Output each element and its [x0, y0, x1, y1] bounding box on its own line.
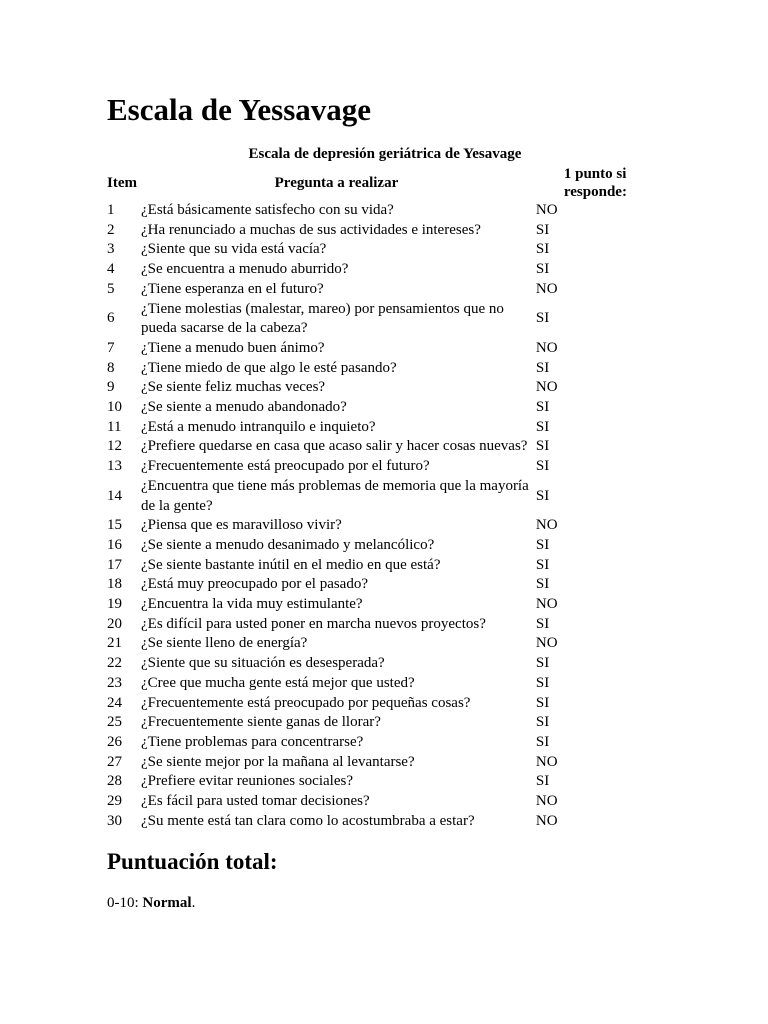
- answer-value: SI: [535, 438, 550, 455]
- table-row: [105, 713, 665, 733]
- answer-value: SI: [535, 576, 550, 593]
- question-text: ¿Tiene molestias (malestar, mareo) por pensamientos que no pueda sacarse de la cabeza?: [141, 300, 504, 337]
- table-row: [105, 654, 665, 674]
- question-text: ¿Está a menudo intranquilo e inquieto?: [141, 418, 376, 435]
- item-number: 13: [107, 458, 122, 475]
- answer-value: NO: [535, 793, 558, 810]
- answer-value: SI: [535, 674, 550, 691]
- table-row: [105, 260, 665, 280]
- table-row: [105, 300, 665, 339]
- question-text: ¿Piensa que es maravilloso vivir?: [141, 517, 342, 534]
- answer-value: SI: [535, 655, 550, 672]
- table-row: [105, 753, 665, 773]
- item-number: 18: [107, 576, 122, 593]
- question-text: ¿Ha renunciado a muchas de sus actividades e intereses?: [141, 221, 481, 238]
- item-number: 9: [107, 379, 115, 396]
- answer-value: SI: [535, 458, 550, 475]
- answer-value: SI: [535, 487, 550, 504]
- table-row: [105, 280, 665, 300]
- item-number: 22: [107, 655, 122, 672]
- question-text: ¿Frecuentemente está preocupado por pequeñas cosas?: [141, 694, 471, 711]
- table-row: [105, 339, 665, 359]
- question-text: ¿Siente que su vida está vacía?: [141, 241, 327, 258]
- item-number: 1: [107, 202, 115, 218]
- score-line: [107, 895, 195, 912]
- item-number: 2: [107, 221, 115, 238]
- answer-value: NO: [535, 812, 558, 829]
- table-row: [105, 398, 665, 418]
- questions-table: [105, 165, 665, 832]
- question-text: ¿Cree que mucha gente está mejor que usted?: [141, 674, 415, 691]
- question-text: ¿Es difícil para usted poner en marcha nuevos proyectos?: [141, 615, 486, 632]
- table-row: [105, 378, 665, 398]
- answer-value: SI: [535, 221, 550, 238]
- item-number: 21: [107, 635, 122, 652]
- answer-value: SI: [535, 418, 550, 435]
- answer-value: SI: [535, 556, 550, 573]
- question-text: ¿Tiene esperanza en el futuro?: [141, 280, 324, 297]
- answer-value: SI: [535, 261, 550, 278]
- item-number: 19: [107, 596, 122, 613]
- table-header-row: [105, 165, 665, 201]
- header-point: 1 punto si responde:: [563, 166, 627, 200]
- table-row: [105, 615, 665, 635]
- question-text: ¿Prefiere evitar reuniones sociales?: [141, 773, 353, 790]
- question-text: ¿Prefiere quedarse en casa que acaso salir y hacer cosas nuevas?: [141, 438, 528, 455]
- item-number: 7: [107, 339, 115, 356]
- page-title: Escala de Yessavage: [107, 92, 372, 127]
- question-text: ¿Se siente lleno de energía?: [141, 635, 308, 652]
- question-text: ¿Tiene problemas para concentrarse?: [141, 733, 364, 750]
- item-number: 6: [107, 310, 115, 327]
- answer-value: NO: [535, 202, 558, 218]
- table-row: [105, 516, 665, 536]
- answer-value: NO: [535, 753, 558, 770]
- table-row: [105, 634, 665, 654]
- answer-value: NO: [535, 379, 558, 396]
- item-number: 16: [107, 536, 122, 553]
- item-number: 29: [107, 793, 122, 810]
- item-number: 10: [107, 399, 122, 416]
- score-suffix: .: [191, 895, 196, 911]
- answer-value: SI: [535, 694, 550, 711]
- question-text: ¿Se siente mejor por la mañana al levantarse?: [141, 753, 415, 770]
- item-number: 4: [107, 261, 115, 278]
- table-row: [105, 674, 665, 694]
- table-row: [105, 595, 665, 615]
- table-row: [105, 240, 665, 260]
- table-row: [105, 477, 665, 516]
- item-number: 17: [107, 556, 122, 573]
- answer-value: SI: [535, 399, 550, 416]
- answer-value: NO: [535, 280, 558, 297]
- table-row: [105, 437, 665, 457]
- table-row: [105, 418, 665, 438]
- item-number: 26: [107, 733, 122, 750]
- answer-value: NO: [535, 596, 558, 613]
- table-body: [105, 201, 665, 832]
- question-text: ¿Frecuentemente siente ganas de llorar?: [141, 714, 381, 731]
- item-number: 30: [107, 812, 122, 829]
- item-number: 24: [107, 694, 122, 711]
- item-number: 12: [107, 438, 122, 455]
- question-text: ¿Tiene a menudo buen ánimo?: [141, 339, 325, 356]
- header-item: Item: [107, 175, 137, 191]
- table-row: [105, 792, 665, 812]
- question-text: ¿Siente que su situación es desesperada?: [141, 655, 385, 672]
- answer-value: SI: [535, 773, 550, 790]
- question-text: ¿Se encuentra a menudo aburrido?: [141, 261, 349, 278]
- question-text: ¿Su mente está tan clara como lo acostumbraba a estar?: [141, 812, 475, 829]
- item-number: 20: [107, 615, 122, 632]
- question-text: ¿Se siente a menudo desanimado y melancólico?: [141, 536, 435, 553]
- answer-value: SI: [535, 615, 550, 632]
- item-number: 8: [107, 359, 115, 376]
- table-caption: Escala de depresión geriátrica de Yesavage: [248, 146, 522, 162]
- table-row: [105, 536, 665, 556]
- item-number: 27: [107, 753, 122, 770]
- question-text: ¿Tiene miedo de que algo le esté pasando?: [141, 359, 397, 376]
- question-text: ¿Está básicamente satisfecho con su vida?: [141, 202, 394, 218]
- answer-value: SI: [535, 536, 550, 553]
- table-row: [105, 359, 665, 379]
- item-number: 25: [107, 714, 122, 731]
- item-number: 5: [107, 280, 115, 297]
- question-text: ¿Es fácil para usted tomar decisiones?: [141, 793, 370, 810]
- answer-value: NO: [535, 339, 558, 356]
- question-text: ¿Se siente feliz muchas veces?: [141, 379, 326, 396]
- total-score-heading: Puntuación total:: [107, 849, 278, 874]
- score-range: 0-10:: [107, 895, 139, 911]
- table-row: [105, 694, 665, 714]
- header-question: Pregunta a realizar: [274, 175, 399, 191]
- item-number: 23: [107, 674, 122, 691]
- answer-value: SI: [535, 714, 550, 731]
- answer-value: SI: [535, 241, 550, 258]
- answer-value: SI: [535, 733, 550, 750]
- item-number: 11: [107, 418, 122, 435]
- score-label: Normal: [142, 895, 192, 911]
- question-text: ¿Frecuentemente está preocupado por el futuro?: [141, 458, 430, 475]
- question-text: ¿Encuentra que tiene más problemas de memoria que la mayoría de la gente?: [141, 477, 529, 514]
- table-row: [105, 772, 665, 792]
- answer-value: NO: [535, 635, 558, 652]
- item-number: 15: [107, 517, 122, 534]
- table-row: [105, 221, 665, 241]
- table-row: [105, 575, 665, 595]
- table-row: [105, 201, 665, 221]
- question-text: ¿Está muy preocupado por el pasado?: [141, 576, 368, 593]
- question-text: ¿Se siente bastante inútil en el medio en que está?: [141, 556, 441, 573]
- table-row: [105, 457, 665, 477]
- table-row: [105, 556, 665, 576]
- item-number: 3: [107, 241, 115, 258]
- item-number: 28: [107, 773, 122, 790]
- item-number: 14: [107, 487, 122, 504]
- answer-value: SI: [535, 359, 550, 376]
- answer-value: SI: [535, 310, 550, 327]
- question-text: ¿Se siente a menudo abandonado?: [141, 399, 347, 416]
- table-row: [105, 812, 665, 832]
- table-row: [105, 733, 665, 753]
- answer-value: NO: [535, 517, 558, 534]
- question-text: ¿Encuentra la vida muy estimulante?: [141, 596, 363, 613]
